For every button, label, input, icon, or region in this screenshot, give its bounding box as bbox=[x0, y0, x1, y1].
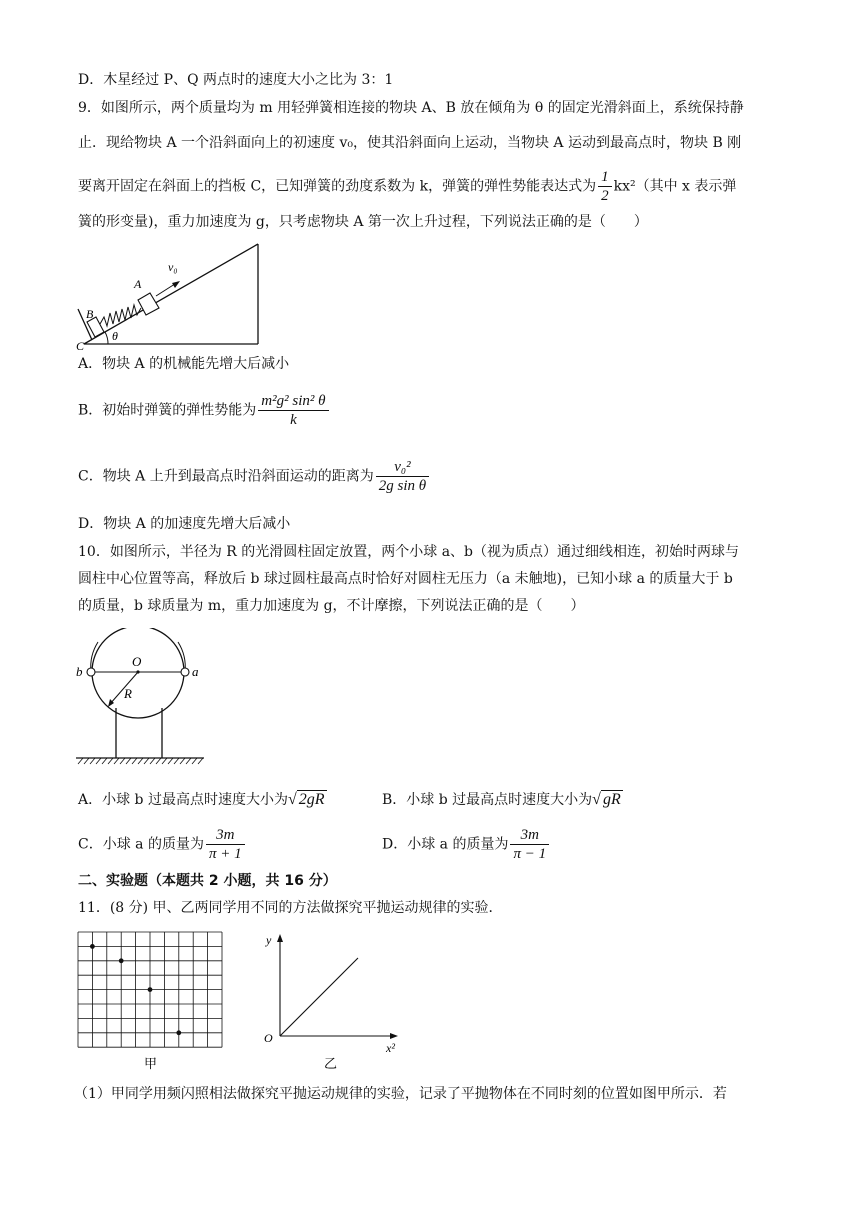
label-v0: v₀ bbox=[168, 260, 178, 274]
position-dot-2 bbox=[119, 958, 124, 963]
figure-jia-grid bbox=[74, 928, 226, 1076]
position-dot-1 bbox=[90, 944, 95, 949]
label-origin: O bbox=[264, 1031, 273, 1045]
q9-option-b-text: B．初始时弹簧的弹性势能为 bbox=[78, 402, 257, 419]
figure-yi-graph bbox=[260, 928, 406, 1076]
q10-option-d-numerator: 3m bbox=[510, 826, 549, 845]
q9-option-b-numerator: m²g² sin² θ bbox=[258, 392, 328, 411]
q9-stem-line3 bbox=[78, 168, 736, 205]
label-r: R bbox=[124, 686, 132, 701]
q10-option-a-radicand: 2gR bbox=[298, 791, 325, 808]
position-dot-4 bbox=[176, 1030, 181, 1035]
q10-option-c-fraction bbox=[206, 826, 245, 863]
q10-stem-line3: 的质量，b 球质量为 m，重力加速度为 g，不计摩擦，下列说法正确的是（ ） bbox=[78, 598, 585, 614]
q10-option-d-fraction bbox=[510, 826, 549, 863]
q9-stem-line3-text: 要离开固定在斜面上的挡板 C，已知弹簧的劲度系数为 k，弹簧的弹性势能表达式为 bbox=[78, 178, 597, 195]
q10-option-b-sqrt: √ gR bbox=[592, 791, 621, 808]
q10-option-b bbox=[382, 790, 623, 810]
q9-option-c bbox=[78, 458, 431, 495]
q10-option-b-radicand: gR bbox=[602, 791, 621, 808]
q11-part1: （1）甲同学用频闪照相法做探究平抛运动规律的实验，记录了平抛物体在不同时刻的位置如图甲所示．若 bbox=[74, 1086, 727, 1102]
q9-option-b bbox=[78, 392, 331, 429]
label-a-ball: a bbox=[192, 664, 199, 679]
label-y: y bbox=[266, 933, 272, 947]
angle-arc bbox=[105, 332, 108, 344]
proportional-line bbox=[280, 958, 358, 1036]
half-numerator: 1 bbox=[598, 168, 612, 187]
q9-stem-line1: 9．如图所示，两个质量均为 m 用轻弹簧相连接的物块 A、B 放在倾角为 θ 的固定光滑斜面上，系统保持静 bbox=[78, 100, 744, 116]
q8-option-d: D．木星经过 P、Q 两点时的速度大小之比为 3：1 bbox=[78, 72, 394, 88]
q9-option-c-text: C．物块 A 上升到最高点时沿斜面运动的距离为 bbox=[78, 468, 374, 485]
cylinder-figure bbox=[74, 628, 212, 770]
q10-option-a-sqrt: √ 2gR bbox=[287, 791, 325, 808]
ball-b bbox=[87, 668, 95, 676]
label-yi: 乙 bbox=[324, 1056, 338, 1071]
q9-option-c-fraction bbox=[376, 458, 429, 495]
label-c: C bbox=[76, 339, 85, 350]
y-axis-arrow bbox=[277, 934, 283, 942]
q10-option-a-text: A．小球 b 过最高点时速度大小为 bbox=[78, 792, 288, 808]
label-x-squared: x² bbox=[386, 1041, 395, 1055]
ball-a bbox=[181, 668, 189, 676]
q9-stem-line2: 止．现给物块 A 一个沿斜面向上的初速度 v₀，使其沿斜面向上运动，当物块 A 运动到最高点时，物块 B 刚 bbox=[78, 135, 742, 151]
q9-option-d: D．物块 A 的加速度先增大后减小 bbox=[78, 516, 291, 532]
label-jia: 甲 bbox=[144, 1056, 158, 1071]
q10-option-c-text: C．小球 a 的质量为 bbox=[78, 836, 204, 853]
center-dot bbox=[136, 670, 139, 673]
incline-figure bbox=[74, 238, 264, 350]
x-axis-arrow bbox=[390, 1033, 398, 1039]
label-a: A bbox=[134, 277, 142, 291]
label-o: O bbox=[132, 654, 142, 669]
q10-option-c-numerator: 3m bbox=[206, 826, 245, 845]
q9-stem-line3-tail: kx²（其中 x 表示弹 bbox=[613, 178, 737, 195]
half-denominator: 2 bbox=[601, 188, 609, 204]
q11-stem-line1: 11．(8 分) 甲、乙两同学用不同的方法做探究平抛运动规律的实验． bbox=[78, 900, 503, 916]
q10-option-d-text: D．小球 a 的质量为 bbox=[382, 836, 509, 853]
q10-option-c bbox=[78, 826, 247, 863]
label-theta: θ bbox=[112, 329, 118, 343]
q10-option-d bbox=[382, 826, 551, 863]
q9-option-c-denominator: 2g sin θ bbox=[378, 478, 427, 494]
q10-option-c-denominator: π + 1 bbox=[208, 846, 242, 862]
position-dot-3 bbox=[148, 987, 153, 992]
q10-option-b-text: B．小球 b 过最高点时速度大小为 bbox=[382, 792, 593, 808]
q10-option-a bbox=[78, 790, 327, 810]
label-b: B bbox=[86, 307, 94, 321]
q9-stem-line4: 簧的形变量)，重力加速度为 g，只考虑物块 A 第一次上升过程，下列说法正确的是（ ） bbox=[78, 214, 648, 230]
q9-option-a: A．物块 A 的机械能先增大后减小 bbox=[78, 356, 290, 372]
q9-option-c-numerator: v₀² bbox=[376, 458, 429, 477]
q9-option-b-denominator: k bbox=[290, 412, 297, 428]
q10-stem-line1: 10．如图所示，半径为 R 的光滑圆柱固定放置，两个小球 a、b（视为质点）通过细线相连，初始时两球与 bbox=[78, 544, 740, 560]
incline-slope bbox=[84, 244, 258, 344]
q9-option-b-fraction bbox=[258, 392, 328, 429]
q10-option-d-denominator: π − 1 bbox=[513, 846, 547, 862]
label-b-ball: b bbox=[76, 664, 83, 679]
ground-hatch bbox=[78, 758, 203, 764]
section-heading: 二、实验题（本题共 2 小题，共 16 分） bbox=[78, 873, 337, 889]
velocity-arrowhead bbox=[172, 281, 180, 288]
half-fraction bbox=[598, 168, 612, 205]
q10-stem-line2: 圆柱中心位置等高，释放后 b 球过圆柱最高点时恰好对圆柱无压力（a 未触地)，已知小球 a 的质量大于 b bbox=[78, 571, 733, 587]
